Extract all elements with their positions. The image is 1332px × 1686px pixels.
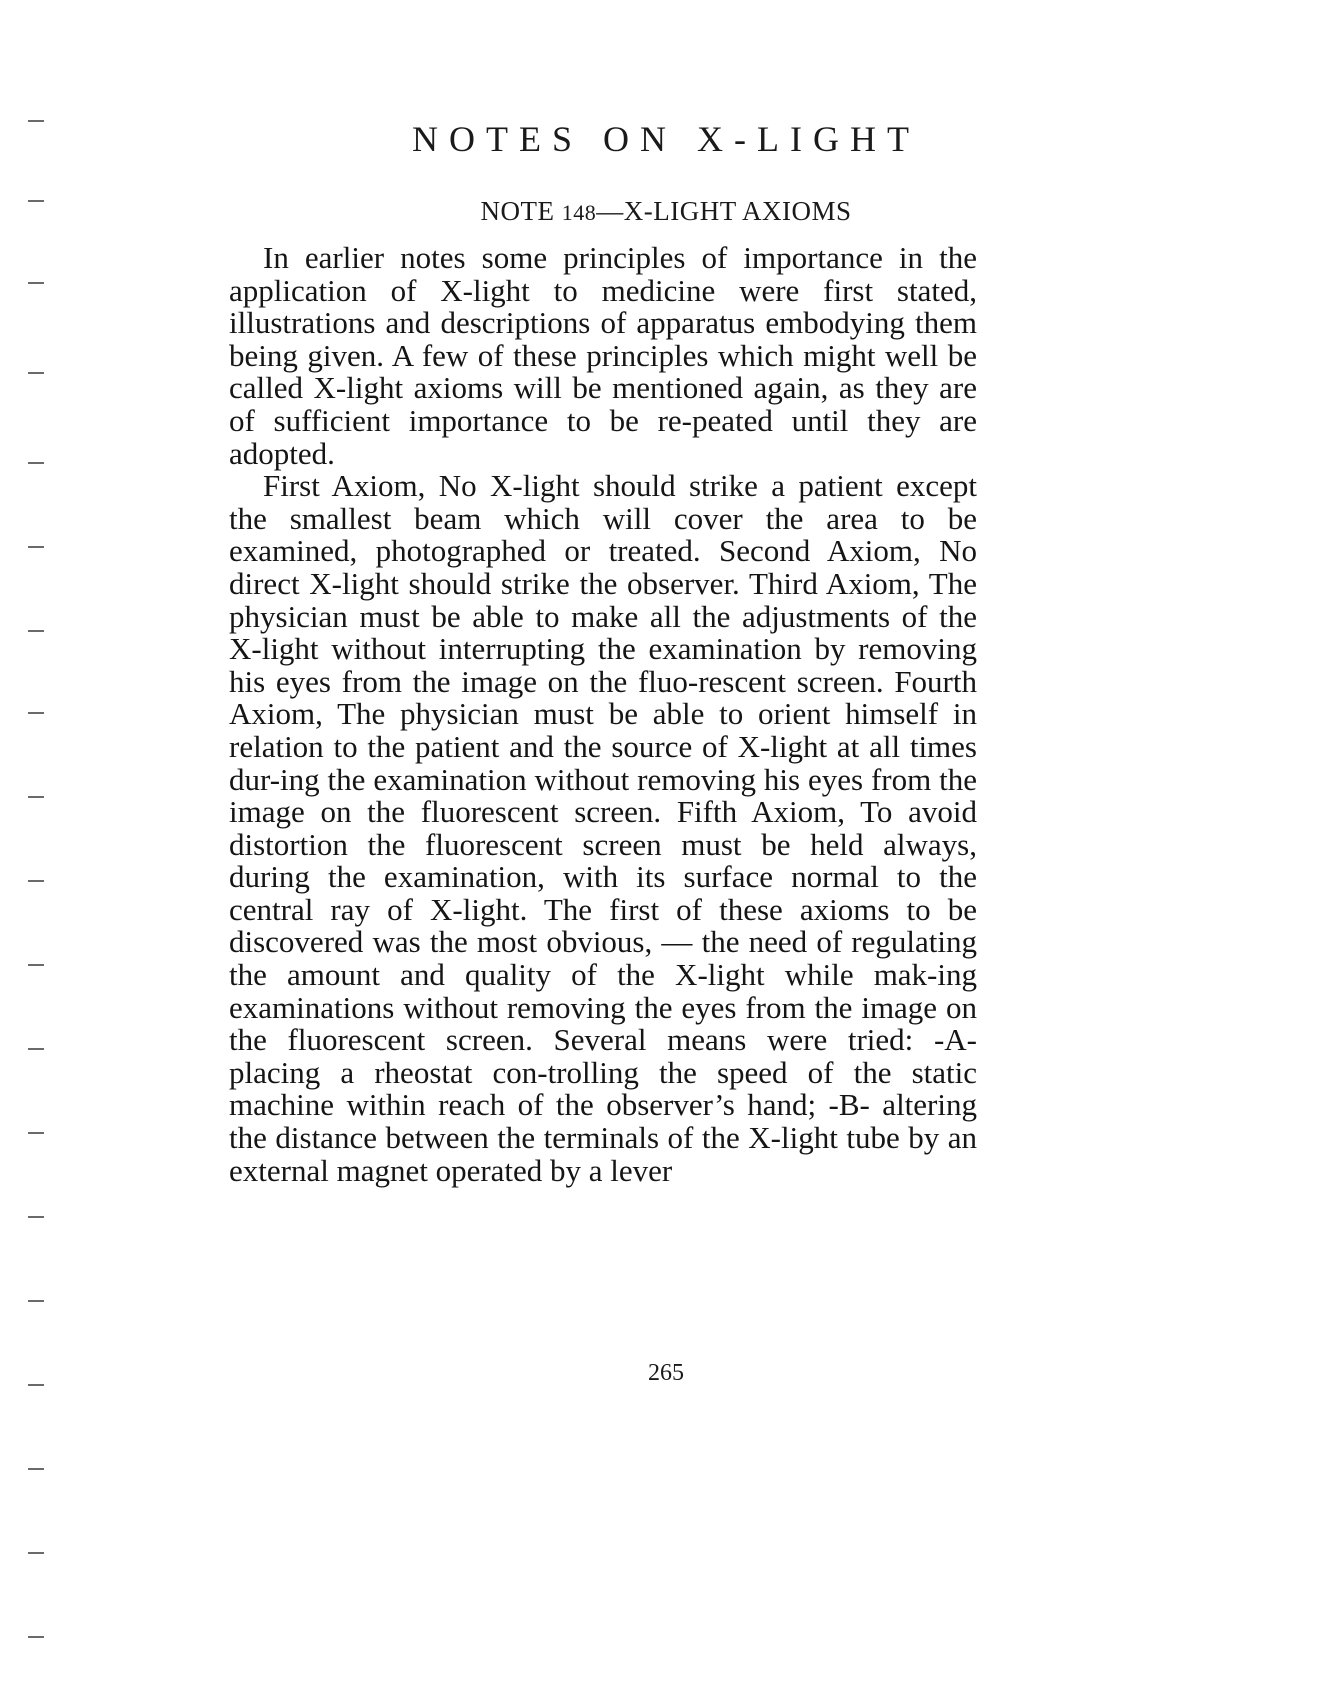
paragraph-intro: In earlier notes some principles of importance in the application of X-light to medicine were first stated, illustrations and descriptions of apparatus embodying them being given. A few of these principles which might well be called X-light axioms will be mentioned again, as they are of sufficient importance to be re-peated until they are adopted. [229, 240, 977, 471]
margin-tick [28, 1636, 44, 1638]
margin-tick [28, 1216, 44, 1218]
margin-tick [28, 282, 44, 284]
margin-tick [28, 630, 44, 632]
margin-tick [28, 546, 44, 548]
note-dash: — [596, 196, 624, 226]
margin-tick [28, 1552, 44, 1554]
note-title-text: X-LIGHT AXIOMS [623, 196, 852, 226]
margin-tick [28, 372, 44, 374]
margin-tick [28, 462, 44, 464]
page-number: 265 [648, 1360, 684, 1386]
margin-tick [28, 880, 44, 882]
margin-tick [28, 1468, 44, 1470]
margin-tick [28, 712, 44, 714]
margin-tick-marks [28, 0, 78, 1686]
margin-tick [28, 1300, 44, 1302]
note-number: 148 [561, 200, 597, 225]
running-head: NOTES ON X-LIGHT [412, 119, 920, 159]
body-text [229, 242, 977, 1187]
margin-tick [28, 964, 44, 966]
paragraph-axioms: First Axiom, No X-light should strike a patient except the smallest beam which will cover the area to be examined, photographed or treated. Second Axiom, No direct X-light should strike the observer. Third Axiom, The physician must be able to make all the adjustments of the X-light without interrupting the examination by removing his eyes from the image on the fluo-rescent screen. Fourth Axiom, The physician must be able to orient himself in relation to the patient and the source of X-light at all times dur-ing the examination without removing his eyes from the image on the fluorescent screen. Fifth Axiom, To avoid distortion the fluorescent screen must be held always, during the examination, with its surface normal to the central ray of X-light. The first of these axioms to be discovered was the most obvious, — the need of regulating the amount and quality of the X-light while mak-ing examinations without removing the eyes from the image on the fluorescent screen. Several means were tried: -A- placing a rheostat con-trolling the speed of the static machine within reach of the observer’s hand; -B- altering the distance between the terminals of the X-light tube by an external magnet operated by a lever [229, 468, 977, 1188]
note-label: NOTE [480, 196, 555, 226]
margin-tick [28, 1048, 44, 1050]
margin-tick [28, 1132, 44, 1134]
margin-tick [28, 796, 44, 798]
note-heading [0, 196, 1332, 227]
